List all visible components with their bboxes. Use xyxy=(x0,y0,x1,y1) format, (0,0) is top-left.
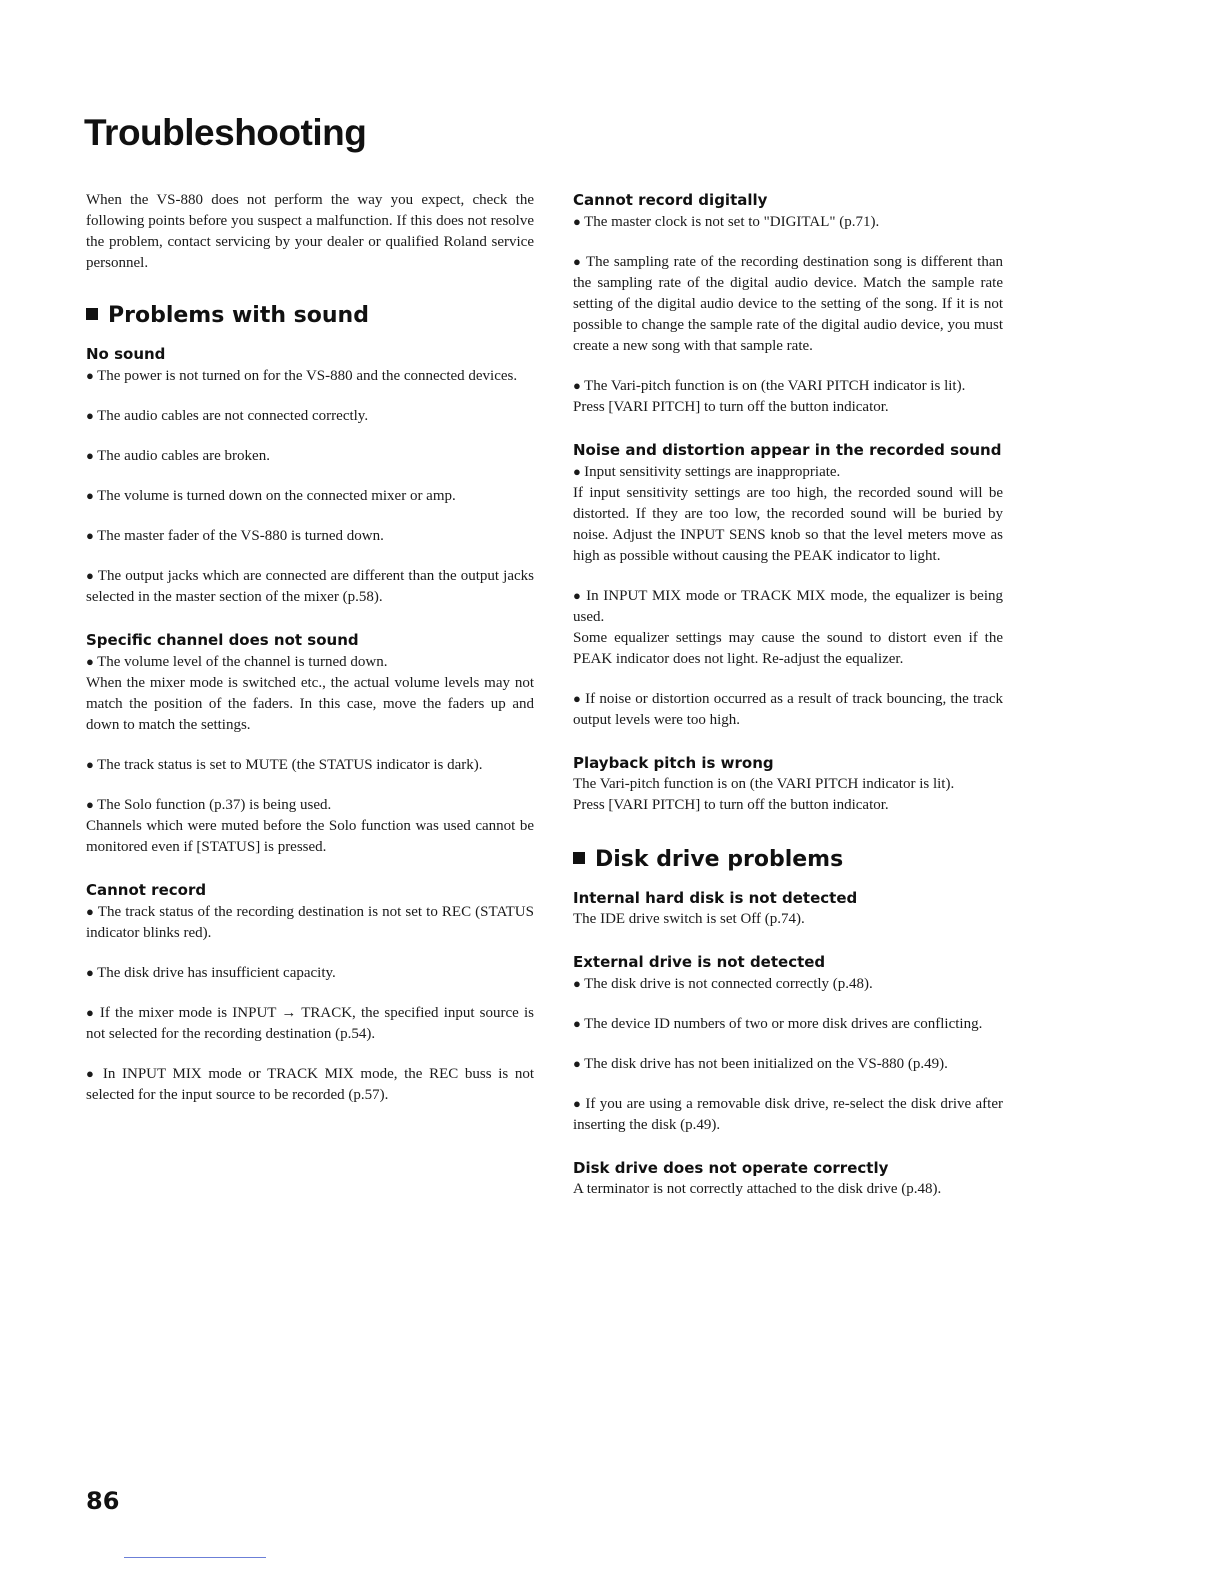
page-number: 86 xyxy=(86,1487,120,1515)
right-column xyxy=(573,190,1003,1218)
topic-title: No sound xyxy=(86,345,166,363)
topic-line: The Vari-pitch function is on (the VARI PITCH indicator is lit). xyxy=(573,776,955,792)
section-heading-sound-text: Problems with sound xyxy=(108,303,369,328)
list-item: ● The disk drive is not connected correctly (p.48). xyxy=(573,973,1003,995)
page-title: Troubleshooting xyxy=(84,112,367,153)
topic-line: Press [VARI PITCH] to turn off the button indicator. xyxy=(573,797,889,813)
list-item-note: When the mixer mode is switched etc., the actual volume levels may not match the position of the faders. In this case, move the faders up and down to match the settings. xyxy=(86,675,534,733)
list-item-note: Press [VARI PITCH] to turn off the button indicator. xyxy=(573,399,889,415)
list-item: ● In INPUT MIX mode or TRACK MIX mode, the REC buss is not selected for the input source to be recorded (p.57). xyxy=(86,1063,534,1106)
topic-internal-disk xyxy=(573,888,1003,930)
list-item: ● The disk drive has insufficient capacity. xyxy=(86,962,534,984)
list-item: ● The track status is set to MUTE (the STATUS indicator is dark). xyxy=(86,754,534,776)
list-item-note: If input sensitivity settings are too high, the recorded sound will be distorted. If they are too low, the recorded sound will be buried by noise. Adjust the INPUT SENS knob so that the level meters move as high as possible without causing the PEAK indicator to light. xyxy=(573,485,1003,564)
square-bullet-icon xyxy=(86,308,98,320)
list-item: ● Input sensitivity settings are inappropriate. xyxy=(573,461,1003,483)
section-heading-disk-text: Disk drive problems xyxy=(595,847,844,872)
topic-title: Specific channel does not sound xyxy=(86,631,359,649)
list-item: ● If the mixer mode is INPUT → TRACK, the specified input source is not selected for the recording destination (p.54). xyxy=(86,1002,534,1045)
list-item: ● The Vari-pitch function is on (the VARI PITCH indicator is lit). xyxy=(573,375,1003,397)
topic-external-drive xyxy=(573,952,1003,1136)
list-item: ● The device ID numbers of two or more disk drives are conflicting. xyxy=(573,1013,1003,1035)
topic-cannot-record-digitally xyxy=(573,190,1003,418)
topic-line: The IDE drive switch is set Off (p.74). xyxy=(573,911,805,927)
topic-playback-pitch xyxy=(573,753,1003,816)
list-item: ● The track status of the recording destination is not set to REC (STATUS indicator blinks red). xyxy=(86,901,534,944)
list-item: ● The audio cables are not connected correctly. xyxy=(86,405,534,427)
list-item: ● The sampling rate of the recording destination song is different than the sampling rate of the digital audio device. Match the sample rate setting of the digital audio device to the setting of the song. If it is not possible to change the sample rate of the digital audio device, you must create a new song with that sample rate. xyxy=(573,251,1003,357)
topic-title: Internal hard disk is not detected xyxy=(573,889,858,907)
list-item: ● The master clock is not set to "DIGITAL" (p.71). xyxy=(573,211,1003,233)
topic-no-sound xyxy=(86,344,534,608)
list-item: ● The output jacks which are connected are different than the output jacks selected in the master section of the mixer (p.58). xyxy=(86,565,534,608)
list-item: ● The disk drive has not been initialized on the VS-880 (p.49). xyxy=(573,1053,1003,1075)
topic-title: Playback pitch is wrong xyxy=(573,754,774,772)
topic-title: External drive is not detected xyxy=(573,953,826,971)
topic-line: A terminator is not correctly attached to the disk drive (p.48). xyxy=(573,1181,942,1197)
intro-paragraph: When the VS-880 does not perform the way you expect, check the following points before you suspect a malfunction. If this does not resolve the problem, contact servicing by your dealer or qualified Roland service personnel. xyxy=(86,192,534,271)
topic-specific-channel xyxy=(86,630,534,858)
topic-cannot-record xyxy=(86,880,534,1106)
list-item: ● If you are using a removable disk drive, re-select the disk drive after inserting the disk (p.49). xyxy=(573,1093,1003,1136)
section-heading-disk xyxy=(573,846,1003,874)
list-item: ● The volume level of the channel is turned down. xyxy=(86,651,534,673)
topic-title: Cannot record xyxy=(86,881,207,899)
list-item-note: Some equalizer settings may cause the sound to distort even if the PEAK indicator does not light. Re-adjust the equalizer. xyxy=(573,630,1003,667)
topic-title: Disk drive does not operate correctly xyxy=(573,1159,889,1177)
square-bullet-icon xyxy=(573,852,585,864)
list-item: ● The audio cables are broken. xyxy=(86,445,534,467)
topic-title: Cannot record digitally xyxy=(573,191,768,209)
list-item: ● The master fader of the VS-880 is turned down. xyxy=(86,525,534,547)
list-item: ● If noise or distortion occurred as a result of track bouncing, the track output levels were too high. xyxy=(573,688,1003,731)
list-item: ● The Solo function (p.37) is being used. xyxy=(86,794,534,816)
section-heading-sound xyxy=(86,302,534,330)
left-column xyxy=(86,190,534,1124)
topic-disk-incorrect xyxy=(573,1158,1003,1200)
list-item: ● The power is not turned on for the VS-880 and the connected devices. xyxy=(86,365,534,387)
bottom-rule xyxy=(124,1557,266,1558)
topic-noise-distortion xyxy=(573,440,1003,731)
topic-title: Noise and distortion appear in the recorded sound xyxy=(573,441,1002,459)
list-item: ● The volume is turned down on the connected mixer or amp. xyxy=(86,485,534,507)
list-item: ● In INPUT MIX mode or TRACK MIX mode, the equalizer is being used. xyxy=(573,585,1003,628)
list-item-note: Channels which were muted before the Solo function was used cannot be monitored even if [STATUS] is pressed. xyxy=(86,818,534,855)
